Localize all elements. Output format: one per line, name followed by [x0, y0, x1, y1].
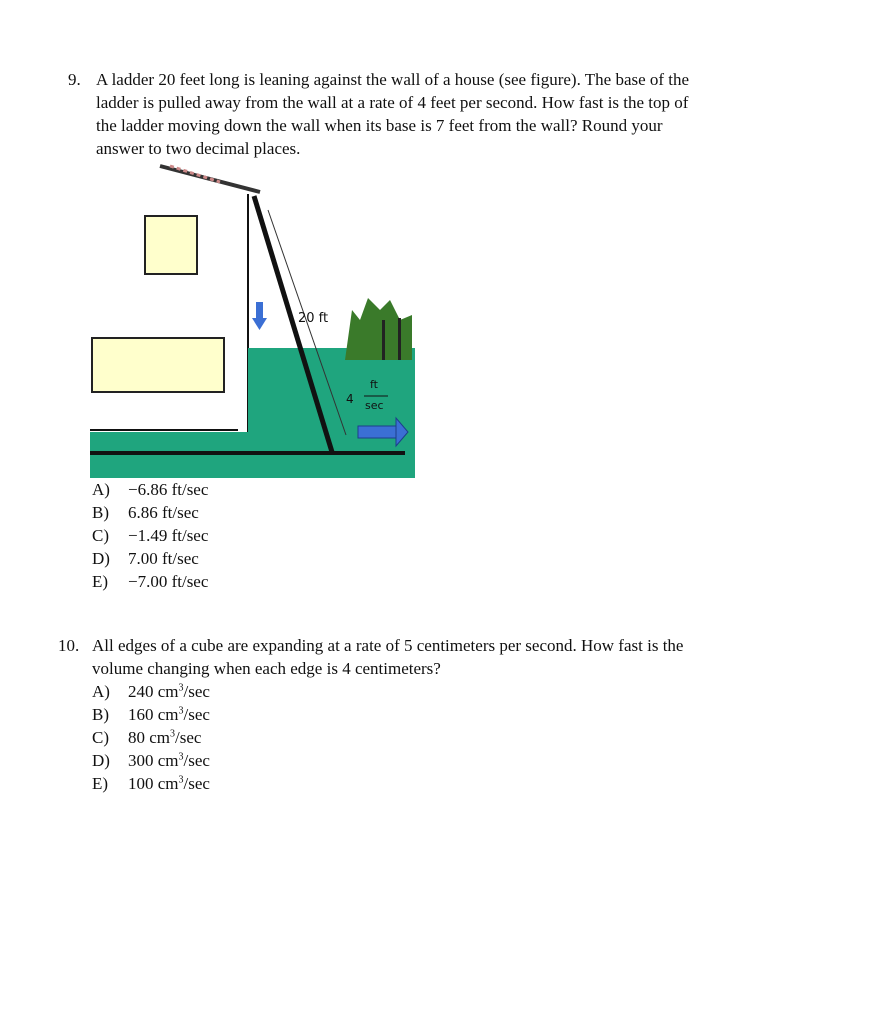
- q10-option-c[interactable]: [92, 728, 201, 748]
- option-text: −1.49 ft/sec: [128, 526, 209, 545]
- option-letter: C): [92, 526, 109, 545]
- option-value: 100: [128, 774, 154, 793]
- q9-option-b[interactable]: [92, 503, 199, 523]
- question-9-text-line: the ladder moving down the wall when its base is 7 feet from the wall? Round your: [96, 116, 663, 135]
- option-value: 160: [128, 705, 154, 724]
- q10-option-b[interactable]: [92, 705, 210, 725]
- tree-trunk: [398, 318, 401, 360]
- unit-exponent: 3: [178, 751, 184, 763]
- unit-suffix: /sec: [175, 728, 202, 747]
- option-letter: D): [92, 549, 110, 568]
- question-9-text-line: answer to two decimal places.: [96, 139, 301, 158]
- option-text: −7.00 ft/sec: [128, 572, 209, 591]
- house-window: [145, 216, 197, 274]
- option-letter: E): [92, 572, 109, 591]
- option-letter: A): [92, 480, 110, 499]
- ladder-length-label: 20 ft: [298, 311, 329, 326]
- unit: cm: [157, 705, 179, 724]
- rate-number-label: 4: [346, 392, 354, 406]
- option-text: 7.00 ft/sec: [128, 549, 199, 568]
- rate-unit-bottom: sec: [365, 399, 384, 412]
- unit: cm: [157, 774, 179, 793]
- unit-exponent: 3: [178, 774, 184, 786]
- q9-option-e[interactable]: [92, 572, 208, 592]
- unit-exponent: 3: [178, 705, 184, 717]
- option-value: 80: [128, 728, 145, 747]
- q10-option-d[interactable]: [92, 751, 210, 771]
- unit-suffix: /sec: [183, 682, 210, 701]
- option-letter: C): [92, 728, 109, 747]
- unit: cm: [149, 728, 171, 747]
- question-10-text-line: volume changing when each edge is 4 centimeters?: [92, 659, 441, 678]
- option-letter: B): [92, 503, 109, 522]
- option-value: 240: [128, 682, 154, 701]
- unit: cm: [157, 682, 179, 701]
- option-letter: B): [92, 705, 109, 724]
- question-9-text-line: A ladder 20 feet long is leaning against the wall of a house (see figure). The base of the: [96, 70, 690, 89]
- unit-suffix: /sec: [183, 751, 210, 770]
- option-letter: A): [92, 682, 110, 701]
- house-panel: [92, 338, 224, 392]
- q9-option-a[interactable]: [92, 480, 208, 500]
- question-9-text-line: ladder is pulled away from the wall at a rate of 4 feet per second. How fast is the top of: [96, 93, 689, 112]
- down-arrow-icon: [252, 302, 267, 330]
- option-letter: E): [92, 774, 109, 793]
- question-10-text-line: All edges of a cube are expanding at a rate of 5 centimeters per second. How fast is the: [92, 636, 684, 655]
- unit: cm: [157, 751, 179, 770]
- option-value: 300: [128, 751, 154, 770]
- question-10-number: 10.: [58, 636, 80, 655]
- unit-exponent: 3: [170, 728, 176, 740]
- trees: [345, 298, 412, 360]
- q9-option-c[interactable]: [92, 526, 208, 546]
- option-text: −6.86 ft/sec: [128, 480, 209, 499]
- unit-exponent: 3: [178, 682, 184, 694]
- tree-trunk: [382, 320, 385, 360]
- lawn-right: [248, 348, 415, 478]
- option-letter: D): [92, 751, 110, 770]
- question-9-number: 9.: [68, 70, 81, 89]
- rate-unit-top: ft: [370, 378, 378, 391]
- q10-option-a[interactable]: [92, 682, 210, 702]
- unit-suffix: /sec: [183, 774, 210, 793]
- unit-suffix: /sec: [183, 705, 210, 724]
- option-text: 6.86 ft/sec: [128, 503, 199, 522]
- ladder-house-figure: [90, 160, 415, 480]
- q9-option-d[interactable]: [92, 549, 199, 569]
- q10-option-e[interactable]: [92, 774, 210, 794]
